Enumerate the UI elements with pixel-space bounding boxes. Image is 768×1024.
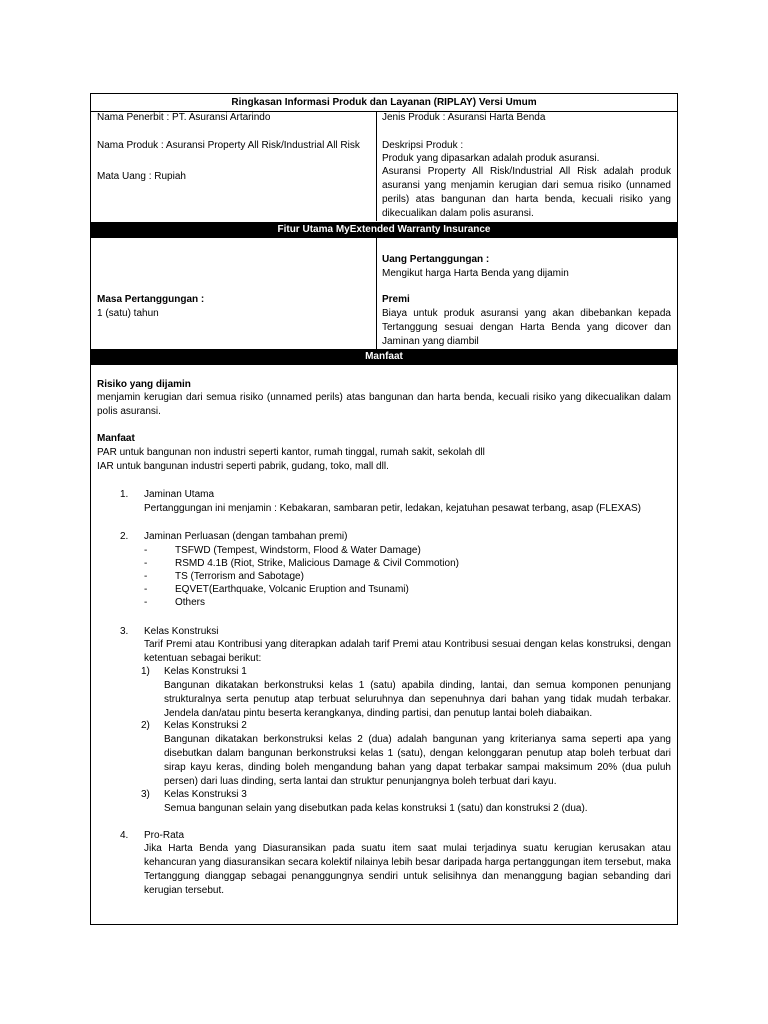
masa-pertanggungan-label: Masa Pertanggungan : xyxy=(97,294,205,305)
deskripsi-produk-text: Asuransi Property All Risk/Industrial All Risk adalah produk asuransi yang menjamin kerugian dari semua risiko (unnamed perils) atas bangunan dan harta benda, kecuali risiko yang dikecualikan dalam polis asuransi. xyxy=(382,166,671,219)
risiko-label: Risiko yang dijamin xyxy=(97,379,191,390)
manfaat-bar: Manfaat xyxy=(91,349,677,365)
item-number: 2. xyxy=(120,531,129,542)
jenis-produk: Jenis Produk : Asuransi Harta Benda xyxy=(382,112,546,123)
mata-uang: Mata Uang : Rupiah xyxy=(97,171,186,182)
sub-item-number: 1) xyxy=(141,666,150,677)
sub-item-title: Kelas Konstruksi 2 xyxy=(164,720,247,731)
sub-item-title: Kelas Konstruksi 3 xyxy=(164,789,247,800)
risiko-text: menjamin kerugian dari semua risiko (unnamed perils) atas bangunan dan harta benda, kecuali risiko yang dikecualikan dalam polis asuransi. xyxy=(97,392,671,417)
sub-item-title: Kelas Konstruksi 1 xyxy=(164,666,247,677)
item-title-pro-rata: Pro-Rata xyxy=(144,830,185,841)
deskripsi-produk-label: Deskripsi Produk : xyxy=(382,140,464,151)
par-text: PAR untuk bangunan non industri seperti kantor, rumah tinggal, rumah sakit, sekolah dll xyxy=(97,447,485,458)
list-item: - RSMD 4.1B (Riot, Strike, Malicious Damage & Civil Commotion) xyxy=(144,558,459,569)
iar-text: IAR untuk bangunan industri seperti pabrik, gudang, toko, mall dll. xyxy=(97,461,389,472)
item-text-kelas-konstruksi: Tarif Premi atau Kontribusi yang diterapkan adalah tarif Premi atau Kontribusi sesuai dengan kelas konstruksi, dengan ketentuan sebagai berikut: xyxy=(144,639,671,664)
riplay-document xyxy=(90,93,678,925)
manfaat-label: Manfaat xyxy=(97,433,135,444)
uang-pertanggungan-text: Mengikut harga Harta Benda yang dijamin xyxy=(382,268,569,279)
sub-item-text: Bangunan dikatakan berkonstruksi kelas 2 (dua) adalah bangunan yang kriterianya sama seperti apa yang disebutkan dalam bangunan berkonstruksi kelas 1 (satu), dengan kelonggaran penutup atap boleh terbuat dari sirap kayu keras, dinding boleh mengandung bahan yang dapat terbakar sampai maksimum 20% (dua puluh persen) dari luas dinding, serta lantai dan struktur penunjangnya boleh terbuat dari kayu. xyxy=(164,734,671,787)
list-item: - TS (Terrorism and Sabotage) xyxy=(144,571,304,582)
fitur-utama-bar: Fitur Utama MyExtended Warranty Insurance xyxy=(91,222,677,238)
item-number: 4. xyxy=(120,830,129,841)
item-text-pro-rata: Jika Harta Benda yang Diasuransikan pada suatu item saat mulai terjadinya suatu kerugian kerusakan atau kehancuran yang diasuransikan secara kolektif nilainya lebih besar daripada harga pertanggungan item tersebut, maka Tertanggung dianggap sebagai penanggungnya sendiri untuk selisihnya dan menanggung bagian sebanding dari kerugian tersebut. xyxy=(144,843,671,896)
item-number: 1. xyxy=(120,489,129,500)
item-text-jaminan-utama: Pertanggungan ini menjamin : Kebakaran, sambaran petir, ledakan, kejatuhan pesawat terbang, asap (FLEXAS) xyxy=(144,503,641,514)
nama-penerbit: Nama Penerbit : PT. Asuransi Artarindo xyxy=(97,112,271,123)
sub-item-text: Bangunan dikatakan berkonstruksi kelas 1 (satu) apabila dinding, lantai, dan semua komponen penunjang strukturalnya serta penutup atap terbuat seluruhnya dan sepenuhnya dari bahan yang tidak mudah terbakar. Jendela dan/atau pintu beserta kerangkanya, dinding partisi, dan penutup lantai boleh diabaikan. xyxy=(164,680,671,719)
item-number: 3. xyxy=(120,626,129,637)
item-title-jaminan-utama: Jaminan Utama xyxy=(144,489,215,500)
sub-item-number: 3) xyxy=(141,789,150,800)
deskripsi-produk-line1: Produk yang dipasarkan adalah produk asuransi. xyxy=(382,153,600,164)
premi-text: Biaya untuk produk asuransi yang akan dibebankan kepada Tertanggung sesuai dengan Harta Benda yang dicover dan Jaminan yang diambil xyxy=(382,308,671,347)
list-item: - Others xyxy=(144,597,206,608)
column-divider xyxy=(376,111,377,221)
premi-label: Premi xyxy=(382,294,410,305)
item-title-kelas-konstruksi: Kelas Konstruksi xyxy=(144,626,219,637)
nama-produk: Nama Produk : Asuransi Property All Risk/Industrial All Risk xyxy=(97,140,360,151)
column-divider xyxy=(376,238,377,349)
list-item: - TSFWD (Tempest, Windstorm, Flood & Water Damage) xyxy=(144,545,421,556)
list-item: - EQVET(Earthquake, Volcanic Eruption and Tsunami) xyxy=(144,584,409,595)
sub-item-text: Semua bangunan selain yang disebutkan pada kelas konstruksi 1 (satu) dan konstruksi 2 (dua). xyxy=(164,803,588,814)
document-title: Ringkasan Informasi Produk dan Layanan (RIPLAY) Versi Umum xyxy=(91,94,677,112)
masa-pertanggungan-text: 1 (satu) tahun xyxy=(97,308,159,319)
item-title-jaminan-perluasan: Jaminan Perluasan (dengan tambahan premi) xyxy=(144,531,348,542)
uang-pertanggungan-label: Uang Pertanggungan : xyxy=(382,254,490,265)
sub-item-number: 2) xyxy=(141,720,150,731)
